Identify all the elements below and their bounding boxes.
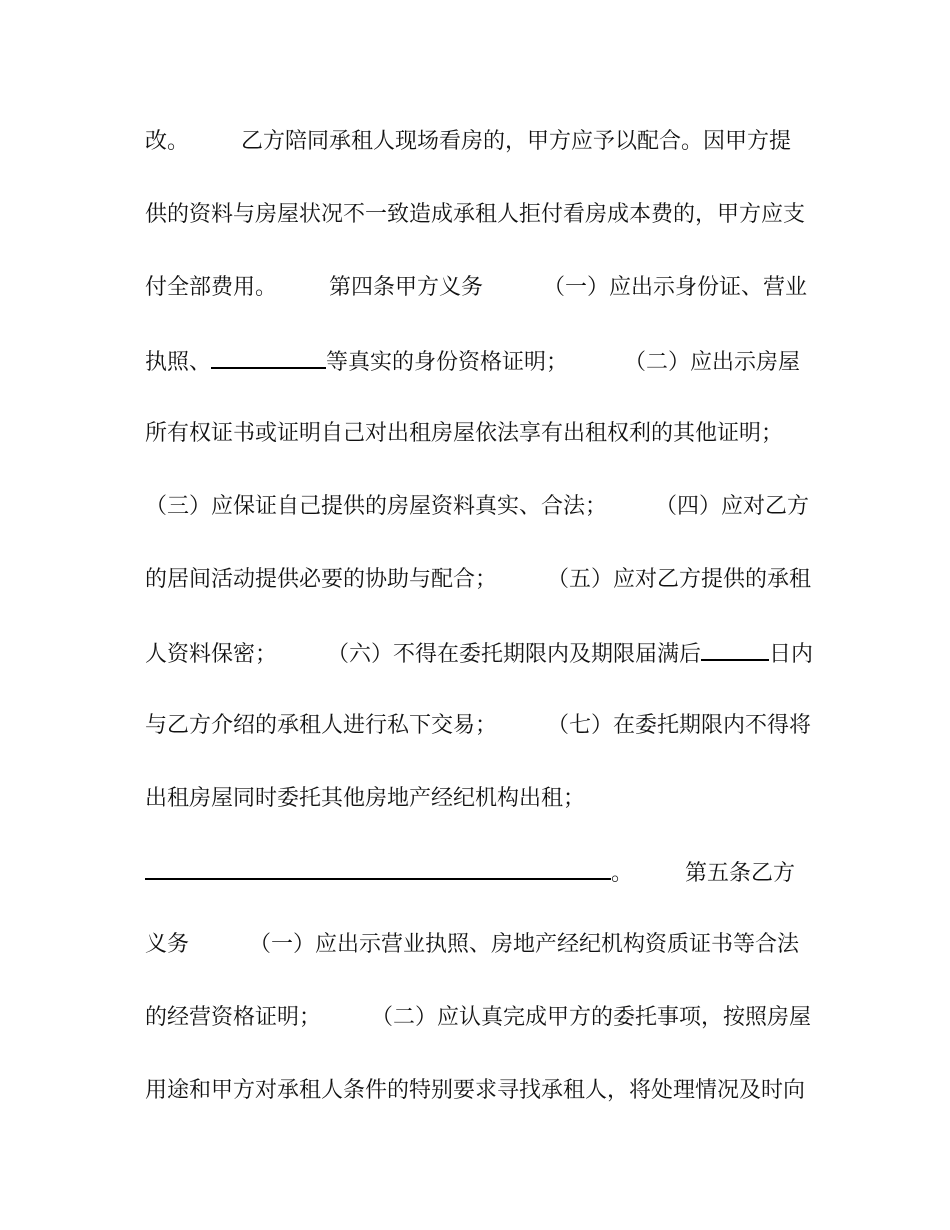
text-segment: 供的资料与房屋状况不一致造成承租人拒付看房成本费的，甲方应支 — [145, 202, 806, 227]
text-line-14 — [145, 1075, 805, 1107]
text-segment: 用途和甲方对承租人条件的特别要求寻找承租人，将处理情况及时向 — [145, 1078, 806, 1103]
text-segment: （七）在委托期限内不得将 — [547, 713, 812, 738]
fill-in-blank — [145, 856, 611, 880]
text-segment: 改。 — [145, 129, 190, 154]
text-segment: 。 — [611, 861, 634, 886]
text-segment: 日内 — [769, 642, 814, 667]
text-segment: 人资料保密； — [145, 642, 278, 667]
text-segment: 的居间活动提供必要的协助与配合； — [145, 567, 498, 592]
text-line-12 — [145, 929, 799, 961]
text-segment: 执照、 — [145, 350, 212, 375]
text-line-9 — [145, 710, 811, 742]
text-line-4 — [145, 345, 800, 377]
text-segment: （一）应出示营业执照、房地产经纪机构资质证书等合法 — [249, 932, 800, 957]
fill-in-blank — [211, 345, 326, 369]
text-segment: 与乙方介绍的承租人进行私下交易； — [145, 713, 498, 738]
text-segment: 出租房屋同时委托其他房地产经纪机构出租； — [145, 786, 586, 811]
text-segment: 义务 — [145, 932, 190, 957]
text-segment: （六）不得在委托期限内及期限届满后 — [327, 642, 702, 667]
text-line-8 — [145, 637, 813, 669]
text-segment: （二）应认真完成甲方的委托事项，按照房屋 — [371, 1005, 812, 1030]
text-segment: （三）应保证自己提供的房屋资料真实、合法； — [145, 494, 608, 519]
text-line-10 — [145, 783, 585, 815]
text-segment: 的经营资格证明； — [145, 1005, 322, 1030]
text-segment: （四）应对乙方 — [655, 494, 810, 519]
text-segment: 所有权证书或证明自己对出租房屋依法享有出租权利的其他证明； — [145, 421, 784, 446]
text-line-7 — [145, 564, 811, 596]
text-segment: （一）应出示身份证、营业 — [543, 275, 808, 300]
text-line-5 — [145, 418, 783, 450]
text-segment: 等真实的身份资格证明； — [326, 350, 569, 375]
text-segment: 第四条甲方义务 — [329, 275, 484, 300]
text-line-6 — [145, 491, 809, 523]
text-segment: 乙方陪同承租人现场看房的，甲方应予以配合。因甲方提 — [241, 129, 792, 154]
text-line-11 — [145, 856, 795, 888]
text-segment: 付全部费用。 — [145, 275, 278, 300]
text-line-3 — [145, 272, 807, 304]
text-line-1 — [145, 126, 791, 158]
fill-in-blank — [701, 637, 769, 661]
text-line-13 — [145, 1002, 811, 1034]
text-segment: 第五条乙方 — [685, 861, 796, 886]
text-line-2 — [145, 199, 805, 231]
text-segment: （二）应出示房屋 — [624, 350, 801, 375]
text-segment: （五）应对乙方提供的承租 — [547, 567, 812, 592]
